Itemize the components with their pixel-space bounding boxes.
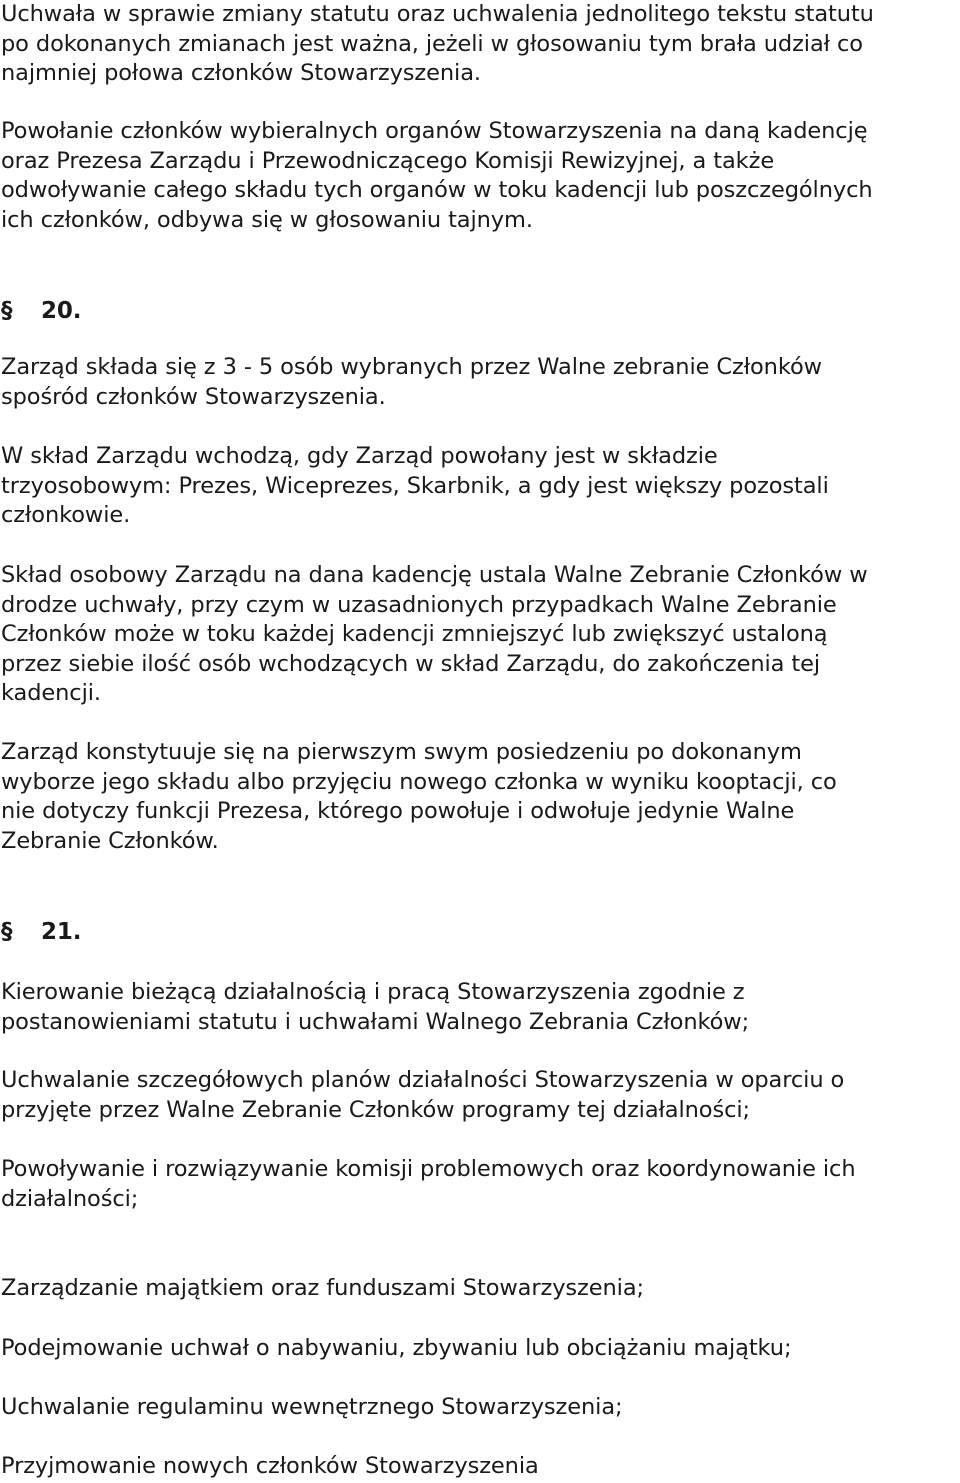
section-heading-20 <box>1 296 81 326</box>
list-item-commissions: Powoływanie i rozwiązywanie komisji problemowych oraz koordynowanie ich działalności; <box>1 1156 856 1212</box>
paragraph-secret-ballot: Powołanie członków wybieralnych organów Stowarzyszenia na daną kadencję oraz Prezesa Zarządu i Przewodniczącego Komisji Rewizyjnej, a także odwoływanie całego składu tych organów w toku kadencji lub poszczególnych ich członków, odbywa się w głosowaniu tajnym. <box>1 118 873 233</box>
section-number: 20. <box>41 298 82 324</box>
paragraph-statute-amendment-vote: Uchwała w sprawie zmiany statutu oraz uchwalenia jednolitego tekstu statutu po dokonanych zmianach jest ważna, jeżeli w głosowaniu tym brała udział co najmniej połowa członków Stowarzyszenia. <box>1 1 874 86</box>
list-item-internal-rules: Uchwalanie regulaminu wewnętrznego Stowarzyszenia; <box>1 1394 623 1420</box>
list-item-assets: Zarządzanie majątkiem oraz funduszami Stowarzyszenia; <box>1 1275 644 1301</box>
paragraph-board-constitution: Zarząd konstytuuje się na pierwszym swym posiedzeniu po dokonanym wyborze jego składu albo przyjęciu nowego członka w wyniku kooptacji, co nie dotyczy funkcji Prezesa, którego powołuje i odwołuje jedynie Walne Zebranie Członków. <box>1 739 837 854</box>
list-item-plans: Uchwalanie szczegółowych planów działalności Stowarzyszenia w oparciu o przyjęte przez Walne Zebranie Członków programy tej działalności; <box>1 1067 845 1123</box>
section-number: 21. <box>41 919 82 945</box>
paragraph-board-roles: W skład Zarządu wchodzą, gdy Zarząd powołany jest w składzie trzyosobowym: Prezes, Wiceprezes, Skarbnik, a gdy jest większy pozostali członkowie. <box>1 443 829 528</box>
section-mark: § <box>1 298 13 324</box>
list-item-asset-resolutions: Podejmowanie uchwał o nabywaniu, zbywaniu lub obciążaniu majątku; <box>1 1335 792 1361</box>
paragraph-board-composition: Zarząd składa się z 3 - 5 osób wybranych przez Walne zebranie Członków spośród członków Stowarzyszenia. <box>1 354 822 410</box>
section-heading-21 <box>1 917 81 947</box>
section-mark: § <box>1 919 13 945</box>
list-item-new-members: Przyjmowanie nowych członków Stowarzyszenia <box>1 1453 539 1479</box>
list-item-management: Kierowanie bieżącą działalnością i pracą Stowarzyszenia zgodnie z postanowieniami statutu i uchwałami Walnego Zebrania Członków; <box>1 979 750 1035</box>
paragraph-board-size: Skład osobowy Zarządu na dana kadencję ustala Walne Zebranie Członków w drodze uchwały, przy czym w uzasadnionych przypadkach Walne Zebranie Członków może w toku każdej kadencji zmniejszyć lub zwiększyć ustaloną przez siebie ilość osób wchodzących w skład Zarządu, do zakończenia tej kadencji. <box>1 562 868 706</box>
